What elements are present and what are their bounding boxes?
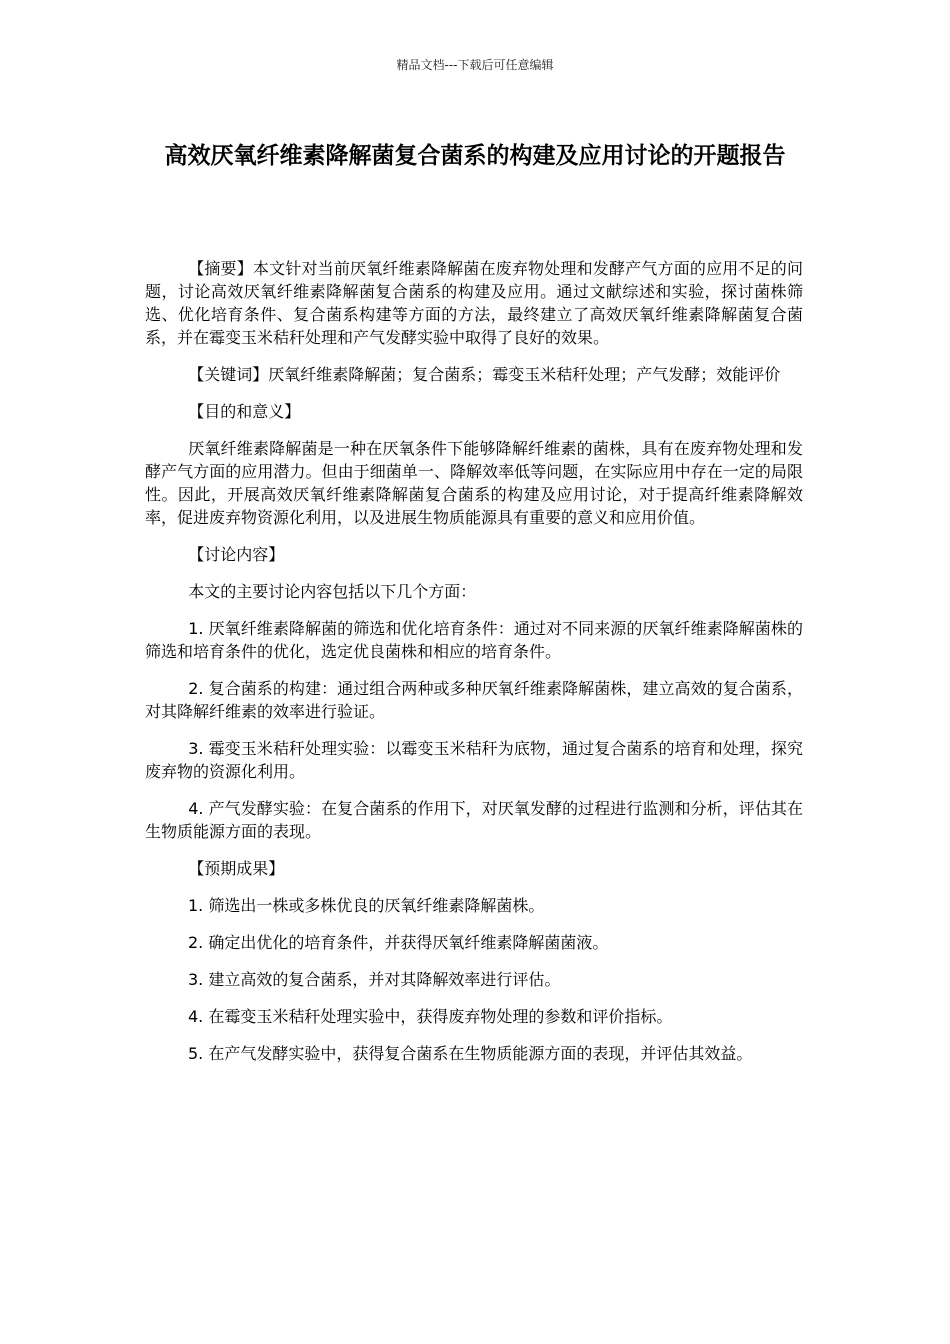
keywords-paragraph: 【关键词】厌氧纤维素降解菌；复合菌系；霉变玉米秸秆处理；产气发酵；效能评价 <box>188 365 781 384</box>
results-item: 1. 筛选出一株或多株优良的厌氧纤维素降解菌株。 <box>188 896 545 915</box>
results-item: 2. 确定出优化的培育条件，并获得厌氧纤维素降解菌菌液。 <box>188 933 609 952</box>
abstract-paragraph: 【摘要】本文针对当前厌氧纤维素降解菌在废弃物处理和发酵产气方面的应用不足的问题，讨论高效厌氧纤维素降解菌复合菌系的构建及应用。通过文献综述和实验，探讨菌株筛选、优化培育条件、复合菌系构建等方面的方法，最终建立了高效厌氧纤维素降解菌复合菌系，并在霉变玉米秸秆处理和产气发酵实验中取得了良好的效果。 <box>145 259 803 347</box>
results-item: 4. 在霉变玉米秸秆处理实验中，获得废弃物处理的参数和评价指标。 <box>188 1007 673 1026</box>
discussion-intro: 本文的主要讨论内容包括以下几个方面： <box>188 582 477 601</box>
results-item: 3. 建立高效的复合菌系，并对其降解效率进行评估。 <box>188 970 561 989</box>
discussion-item: 2. 复合菌系的构建：通过组合两种或多种厌氧纤维素降解菌株，建立高效的复合菌系，对其降解纤维素的效率进行验证。 <box>145 679 803 721</box>
purpose-paragraph: 厌氧纤维素降解菌是一种在厌氧条件下能够降解纤维素的菌株，具有在废弃物处理和发酵产气方面的应用潜力。但由于细菌单一、降解效率低等问题，在实际应用中存在一定的局限性。因此，开展高效厌氧纤维素降解菌复合菌系的构建及应用讨论，对于提高纤维素降解效率，促进废弃物资源化利用，以及进展生物质能源具有重要的意义和应用价值。 <box>145 439 803 527</box>
document-body <box>145 257 803 1079</box>
header-note: 精品文档---下载后可任意编辑 <box>396 58 554 72</box>
purpose-heading: 【目的和意义】 <box>188 402 301 421</box>
discussion-item: 4. 产气发酵实验：在复合菌系的作用下，对厌氧发酵的过程进行监测和分析，评估其在生物质能源方面的表现。 <box>145 799 803 841</box>
results-item: 5. 在产气发酵实验中，获得复合菌系在生物质能源方面的表现，并评估其效益。 <box>188 1044 753 1063</box>
discussion-heading: 【讨论内容】 <box>188 545 285 564</box>
results-heading: 【预期成果】 <box>188 859 285 878</box>
discussion-item: 3. 霉变玉米秸秆处理实验：以霉变玉米秸秆为底物，通过复合菌系的培育和处理，探究废弃物的资源化利用。 <box>145 739 803 781</box>
discussion-item: 1. 厌氧纤维素降解菌的筛选和优化培育条件：通过对不同来源的厌氧纤维素降解菌株的筛选和培育条件的优化，选定优良菌株和相应的培育条件。 <box>145 619 803 661</box>
document-title: 高效厌氧纤维素降解菌复合菌系的构建及应用讨论的开题报告 <box>164 143 786 169</box>
